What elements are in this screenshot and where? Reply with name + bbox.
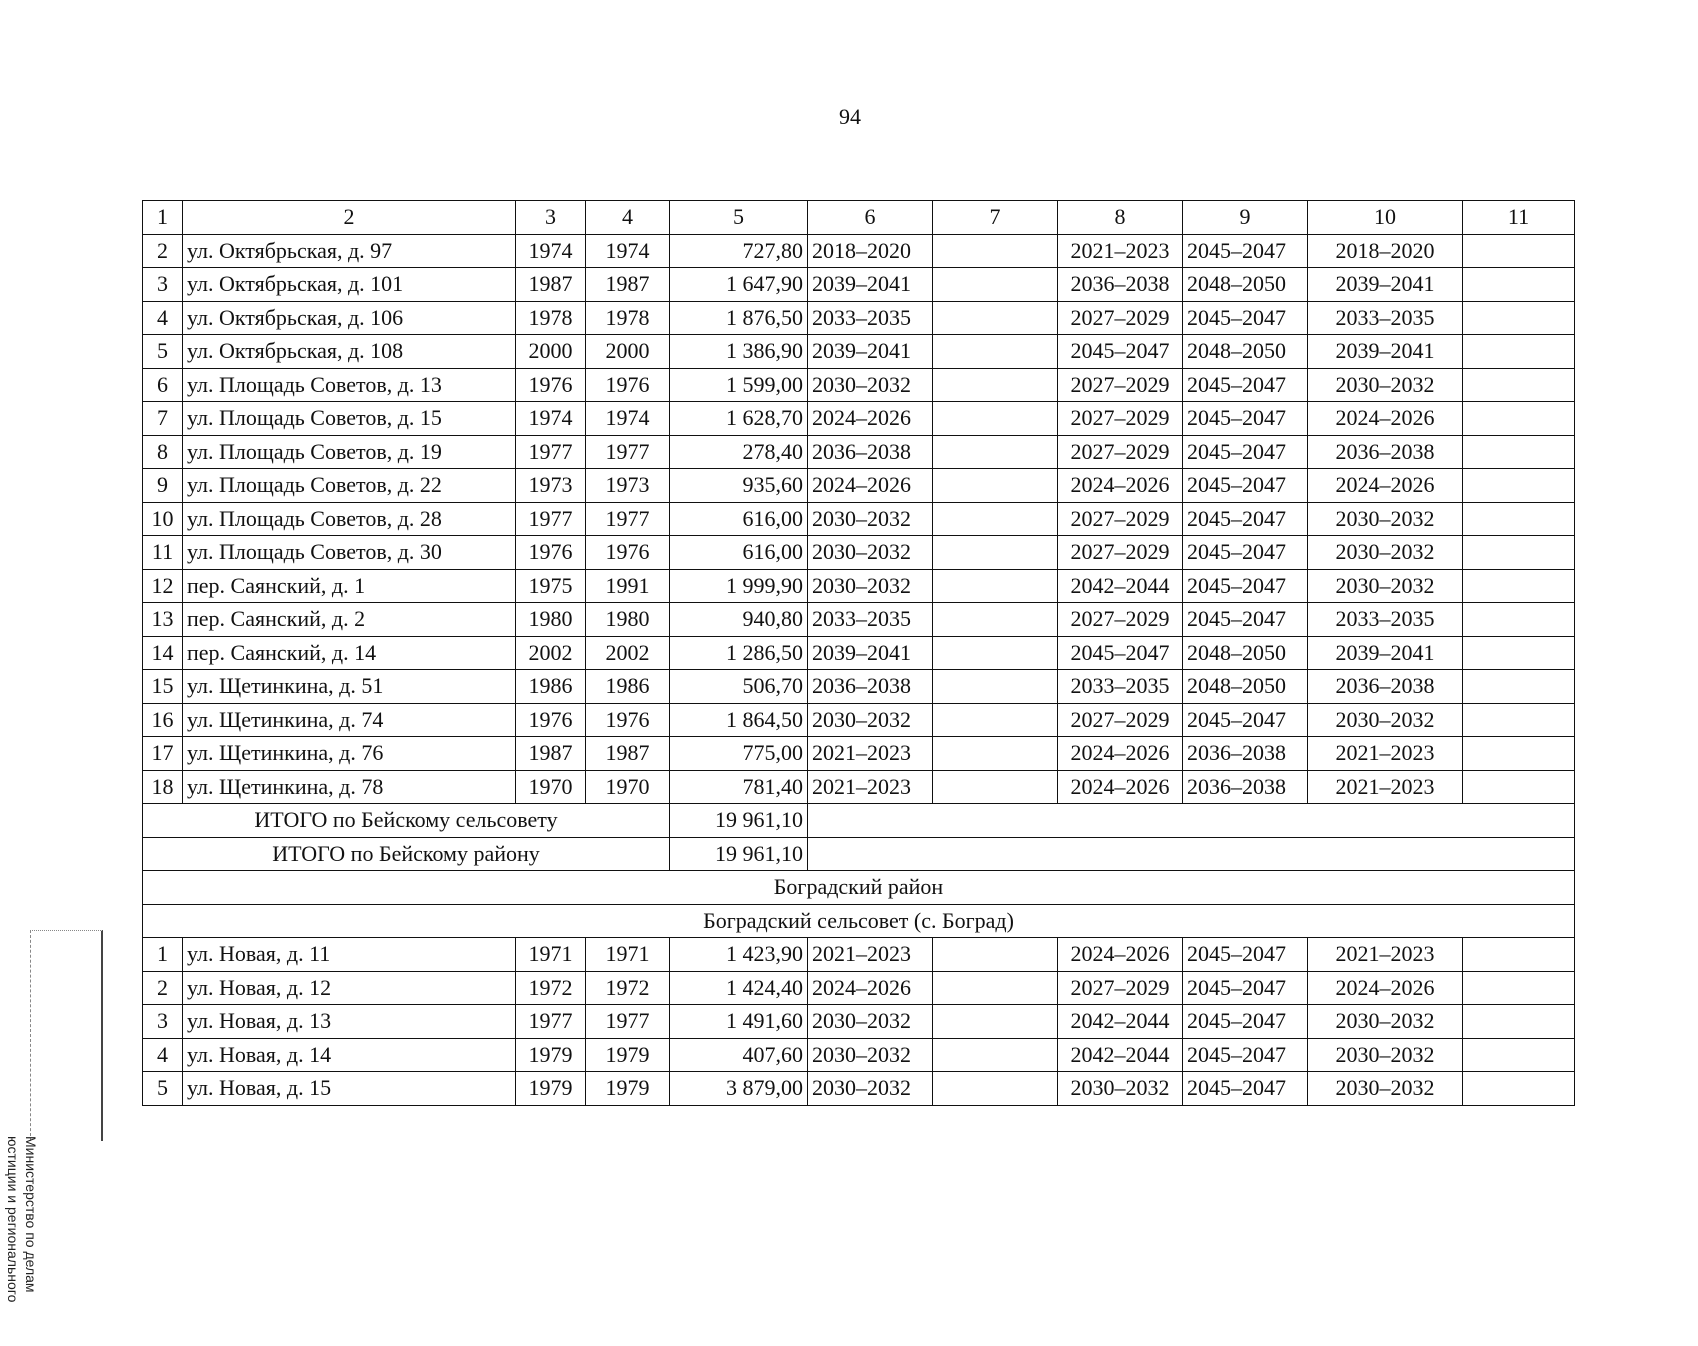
cell-c6: 2036–2038 xyxy=(808,670,933,704)
cell-c7 xyxy=(933,368,1058,402)
cell-c10: 2030–2032 xyxy=(1308,536,1463,570)
total-row xyxy=(143,804,1575,838)
cell-c8: 2042–2044 xyxy=(1058,569,1183,603)
cell-c11 xyxy=(1463,1005,1575,1039)
cell-c6: 2024–2026 xyxy=(808,402,933,436)
cell-c9: 2048–2050 xyxy=(1183,636,1308,670)
page-number: 94 xyxy=(839,104,861,129)
cell-c4: 1974 xyxy=(586,402,670,436)
cell-c9: 2045–2047 xyxy=(1183,938,1308,972)
header-cell: 3 xyxy=(516,201,586,235)
cell-c3: 1978 xyxy=(516,301,586,335)
cell-c3: 1980 xyxy=(516,603,586,637)
cell-c4: 1978 xyxy=(586,301,670,335)
table-row xyxy=(143,268,1575,302)
cell-c8: 2024–2026 xyxy=(1058,469,1183,503)
cell-c8: 2024–2026 xyxy=(1058,770,1183,804)
cell-address: ул. Щетинкина, д. 76 xyxy=(183,737,516,771)
cell-address: ул. Октябрьская, д. 101 xyxy=(183,268,516,302)
cell-c8: 2027–2029 xyxy=(1058,435,1183,469)
cell-c9: 2045–2047 xyxy=(1183,603,1308,637)
cell-number: 9 xyxy=(143,469,183,503)
cell-c6: 2039–2041 xyxy=(808,636,933,670)
cell-c4: 1976 xyxy=(586,703,670,737)
cell-number: 17 xyxy=(143,737,183,771)
cell-c6: 2030–2032 xyxy=(808,569,933,603)
cell-c5: 1 286,50 xyxy=(670,636,808,670)
cell-address: ул. Новая, д. 11 xyxy=(183,938,516,972)
cell-c7 xyxy=(933,1005,1058,1039)
cell-c3: 1976 xyxy=(516,536,586,570)
cell-c4: 2002 xyxy=(586,636,670,670)
cell-c4: 1974 xyxy=(586,234,670,268)
cell-c10: 2021–2023 xyxy=(1308,770,1463,804)
cell-c6: 2024–2026 xyxy=(808,469,933,503)
cell-c10: 2039–2041 xyxy=(1308,268,1463,302)
stamp-line-1: Министерство по делам xyxy=(23,1136,39,1293)
registration-stamp xyxy=(30,930,103,1141)
cell-number: 6 xyxy=(143,368,183,402)
header-cell: 7 xyxy=(933,201,1058,235)
cell-c6: 2024–2026 xyxy=(808,971,933,1005)
table-row xyxy=(143,636,1575,670)
cell-c5: 616,00 xyxy=(670,502,808,536)
cell-address: пер. Саянский, д. 1 xyxy=(183,569,516,603)
cell-number: 1 xyxy=(143,938,183,972)
table-row xyxy=(143,335,1575,369)
cell-c11 xyxy=(1463,301,1575,335)
cell-c11 xyxy=(1463,703,1575,737)
cell-c7 xyxy=(933,335,1058,369)
cell-c10: 2024–2026 xyxy=(1308,469,1463,503)
cell-c5: 1 599,00 xyxy=(670,368,808,402)
cell-c11 xyxy=(1463,368,1575,402)
cell-c5: 935,60 xyxy=(670,469,808,503)
cell-c9: 2045–2047 xyxy=(1183,469,1308,503)
cell-number: 14 xyxy=(143,636,183,670)
cell-c6: 2021–2023 xyxy=(808,938,933,972)
table-row xyxy=(143,402,1575,436)
header-cell: 6 xyxy=(808,201,933,235)
cell-c8: 2033–2035 xyxy=(1058,670,1183,704)
cell-c4: 1979 xyxy=(586,1038,670,1072)
cell-c8: 2045–2047 xyxy=(1058,636,1183,670)
cell-c6: 2030–2032 xyxy=(808,703,933,737)
cell-c6: 2030–2032 xyxy=(808,536,933,570)
cell-c8: 2027–2029 xyxy=(1058,603,1183,637)
cell-number: 5 xyxy=(143,335,183,369)
cell-c9: 2045–2047 xyxy=(1183,502,1308,536)
cell-number: 12 xyxy=(143,569,183,603)
cell-c3: 1972 xyxy=(516,971,586,1005)
cell-c7 xyxy=(933,234,1058,268)
cell-c3: 1987 xyxy=(516,268,586,302)
cell-c11 xyxy=(1463,435,1575,469)
cell-c9: 2045–2047 xyxy=(1183,301,1308,335)
cell-number: 2 xyxy=(143,234,183,268)
cell-c3: 1987 xyxy=(516,737,586,771)
cell-c6: 2033–2035 xyxy=(808,603,933,637)
cell-c9: 2036–2038 xyxy=(1183,737,1308,771)
cell-c11 xyxy=(1463,1072,1575,1106)
cell-number: 11 xyxy=(143,536,183,570)
cell-c11 xyxy=(1463,569,1575,603)
cell-c7 xyxy=(933,670,1058,704)
header-cell: 4 xyxy=(586,201,670,235)
cell-address: ул. Новая, д. 14 xyxy=(183,1038,516,1072)
cell-c8: 2027–2029 xyxy=(1058,402,1183,436)
council-title-row xyxy=(143,904,1575,938)
table-body xyxy=(143,201,1575,1106)
cell-c5: 506,70 xyxy=(670,670,808,704)
table-row xyxy=(143,670,1575,704)
cell-c9: 2048–2050 xyxy=(1183,670,1308,704)
cell-c4: 1980 xyxy=(586,603,670,637)
cell-c11 xyxy=(1463,636,1575,670)
total-label: ИТОГО по Бейскому сельсовету xyxy=(143,804,670,838)
cell-c3: 1974 xyxy=(516,402,586,436)
cell-c8: 2027–2029 xyxy=(1058,368,1183,402)
cell-address: ул. Площадь Советов, д. 22 xyxy=(183,469,516,503)
table-row xyxy=(143,469,1575,503)
cell-c8: 2036–2038 xyxy=(1058,268,1183,302)
cell-c10: 2021–2023 xyxy=(1308,938,1463,972)
cell-c3: 1979 xyxy=(516,1072,586,1106)
cell-c9: 2045–2047 xyxy=(1183,536,1308,570)
cell-number: 7 xyxy=(143,402,183,436)
cell-c6: 2030–2032 xyxy=(808,368,933,402)
cell-c3: 1975 xyxy=(516,569,586,603)
cell-c9: 2048–2050 xyxy=(1183,268,1308,302)
cell-c6: 2030–2032 xyxy=(808,1005,933,1039)
cell-c11 xyxy=(1463,335,1575,369)
total-row xyxy=(143,837,1575,871)
cell-c4: 1971 xyxy=(586,938,670,972)
table-row xyxy=(143,569,1575,603)
cell-number: 8 xyxy=(143,435,183,469)
cell-c9: 2045–2047 xyxy=(1183,435,1308,469)
cell-c8: 2030–2032 xyxy=(1058,1072,1183,1106)
cell-number: 5 xyxy=(143,1072,183,1106)
cell-c10: 2030–2032 xyxy=(1308,569,1463,603)
header-cell: 10 xyxy=(1308,201,1463,235)
cell-number: 2 xyxy=(143,971,183,1005)
cell-c10: 2021–2023 xyxy=(1308,737,1463,771)
cell-c11 xyxy=(1463,234,1575,268)
cell-c4: 1972 xyxy=(586,971,670,1005)
cell-address: ул. Площадь Советов, д. 13 xyxy=(183,368,516,402)
cell-address: ул. Щетинкина, д. 78 xyxy=(183,770,516,804)
table-row xyxy=(143,770,1575,804)
cell-address: ул. Новая, д. 15 xyxy=(183,1072,516,1106)
cell-c3: 1976 xyxy=(516,368,586,402)
cell-c5: 1 386,90 xyxy=(670,335,808,369)
cell-c6: 2021–2023 xyxy=(808,737,933,771)
header-cell: 11 xyxy=(1463,201,1575,235)
cell-c10: 2033–2035 xyxy=(1308,603,1463,637)
cell-number: 4 xyxy=(143,1038,183,1072)
cell-number: 15 xyxy=(143,670,183,704)
cell-c10: 2018–2020 xyxy=(1308,234,1463,268)
table-row xyxy=(143,502,1575,536)
cell-c3: 1970 xyxy=(516,770,586,804)
cell-c11 xyxy=(1463,502,1575,536)
cell-c5: 1 999,90 xyxy=(670,569,808,603)
cell-c5: 1 864,50 xyxy=(670,703,808,737)
cell-number: 3 xyxy=(143,268,183,302)
cell-c8: 2027–2029 xyxy=(1058,301,1183,335)
cell-c6: 2030–2032 xyxy=(808,1038,933,1072)
table-row xyxy=(143,435,1575,469)
header-cell: 2 xyxy=(183,201,516,235)
cell-c7 xyxy=(933,770,1058,804)
cell-c10: 2033–2035 xyxy=(1308,301,1463,335)
cell-c7 xyxy=(933,502,1058,536)
cell-c10: 2024–2026 xyxy=(1308,971,1463,1005)
cell-number: 3 xyxy=(143,1005,183,1039)
cell-c8: 2042–2044 xyxy=(1058,1005,1183,1039)
cell-c7 xyxy=(933,971,1058,1005)
cell-c3: 1974 xyxy=(516,234,586,268)
cell-c9: 2045–2047 xyxy=(1183,234,1308,268)
cell-c5: 1 647,90 xyxy=(670,268,808,302)
cell-c9: 2036–2038 xyxy=(1183,770,1308,804)
cell-c11 xyxy=(1463,938,1575,972)
cell-c5: 278,40 xyxy=(670,435,808,469)
cell-number: 18 xyxy=(143,770,183,804)
cell-c11 xyxy=(1463,603,1575,637)
cell-c11 xyxy=(1463,1038,1575,1072)
cell-c9: 2045–2047 xyxy=(1183,1038,1308,1072)
cell-c6: 2018–2020 xyxy=(808,234,933,268)
cell-c4: 1986 xyxy=(586,670,670,704)
cell-c4: 1987 xyxy=(586,268,670,302)
cell-c7 xyxy=(933,603,1058,637)
cell-c11 xyxy=(1463,670,1575,704)
cell-c5: 727,80 xyxy=(670,234,808,268)
cell-c10: 2030–2032 xyxy=(1308,368,1463,402)
cell-c9: 2048–2050 xyxy=(1183,335,1308,369)
cell-c5: 940,80 xyxy=(670,603,808,637)
cell-c4: 1976 xyxy=(586,536,670,570)
cell-c9: 2045–2047 xyxy=(1183,368,1308,402)
table-row xyxy=(143,971,1575,1005)
header-cell: 8 xyxy=(1058,201,1183,235)
district-title-row xyxy=(143,871,1575,905)
housing-register-table xyxy=(142,200,1575,1106)
cell-c11 xyxy=(1463,971,1575,1005)
cell-c3: 1971 xyxy=(516,938,586,972)
cell-c7 xyxy=(933,301,1058,335)
table-row xyxy=(143,234,1575,268)
cell-c8: 2027–2029 xyxy=(1058,502,1183,536)
cell-c7 xyxy=(933,569,1058,603)
cell-c5: 407,60 xyxy=(670,1038,808,1072)
cell-number: 10 xyxy=(143,502,183,536)
cell-c5: 3 879,00 xyxy=(670,1072,808,1106)
cell-c9: 2045–2047 xyxy=(1183,1005,1308,1039)
table-row xyxy=(143,1072,1575,1106)
cell-c3: 1976 xyxy=(516,703,586,737)
cell-c3: 1986 xyxy=(516,670,586,704)
cell-c5: 781,40 xyxy=(670,770,808,804)
cell-c5: 1 876,50 xyxy=(670,301,808,335)
cell-address: пер. Саянский, д. 2 xyxy=(183,603,516,637)
cell-c5: 1 423,90 xyxy=(670,938,808,972)
cell-c10: 2039–2041 xyxy=(1308,636,1463,670)
cell-c9: 2045–2047 xyxy=(1183,402,1308,436)
cell-c6: 2030–2032 xyxy=(808,502,933,536)
cell-c6: 2021–2023 xyxy=(808,770,933,804)
cell-c8: 2021–2023 xyxy=(1058,234,1183,268)
cell-c10: 2039–2041 xyxy=(1308,335,1463,369)
cell-address: ул. Октябрьская, д. 106 xyxy=(183,301,516,335)
cell-c7 xyxy=(933,737,1058,771)
district-title: Боградский район xyxy=(143,871,1575,905)
header-cell: 5 xyxy=(670,201,808,235)
table-row xyxy=(143,938,1575,972)
cell-c3: 1979 xyxy=(516,1038,586,1072)
cell-address: пер. Саянский, д. 14 xyxy=(183,636,516,670)
table-row xyxy=(143,536,1575,570)
stamp-text xyxy=(4,1136,40,1346)
cell-c6: 2033–2035 xyxy=(808,301,933,335)
cell-address: ул. Новая, д. 12 xyxy=(183,971,516,1005)
cell-number: 4 xyxy=(143,301,183,335)
cell-address: ул. Новая, д. 13 xyxy=(183,1005,516,1039)
table-row xyxy=(143,737,1575,771)
cell-c7 xyxy=(933,1038,1058,1072)
cell-c10: 2030–2032 xyxy=(1308,1038,1463,1072)
cell-c4: 1977 xyxy=(586,502,670,536)
cell-c11 xyxy=(1463,536,1575,570)
header-cell: 9 xyxy=(1183,201,1308,235)
cell-address: ул. Площадь Советов, д. 30 xyxy=(183,536,516,570)
cell-address: ул. Площадь Советов, д. 15 xyxy=(183,402,516,436)
cell-address: ул. Октябрьская, д. 108 xyxy=(183,335,516,369)
cell-number: 13 xyxy=(143,603,183,637)
table-row xyxy=(143,603,1575,637)
cell-c6: 2036–2038 xyxy=(808,435,933,469)
cell-c6: 2039–2041 xyxy=(808,268,933,302)
header-row xyxy=(143,201,1575,235)
cell-c11 xyxy=(1463,737,1575,771)
cell-c11 xyxy=(1463,402,1575,436)
cell-c8: 2027–2029 xyxy=(1058,536,1183,570)
cell-c7 xyxy=(933,636,1058,670)
cell-c4: 1970 xyxy=(586,770,670,804)
stamp-line-2: юстиции и регионального xyxy=(5,1136,21,1303)
cell-c6: 2030–2032 xyxy=(808,1072,933,1106)
table-row xyxy=(143,703,1575,737)
cell-c7 xyxy=(933,1072,1058,1106)
cell-c8: 2027–2029 xyxy=(1058,971,1183,1005)
total-value: 19 961,10 xyxy=(670,804,808,838)
cell-number: 16 xyxy=(143,703,183,737)
cell-c7 xyxy=(933,435,1058,469)
council-title: Боградский сельсовет (с. Боград) xyxy=(143,904,1575,938)
cell-c9: 2045–2047 xyxy=(1183,1072,1308,1106)
cell-c3: 1977 xyxy=(516,502,586,536)
cell-address: ул. Октябрьская, д. 97 xyxy=(183,234,516,268)
table-row xyxy=(143,368,1575,402)
cell-c3: 1973 xyxy=(516,469,586,503)
cell-c7 xyxy=(933,402,1058,436)
total-empty-cell xyxy=(808,837,1575,871)
cell-address: ул. Площадь Советов, д. 28 xyxy=(183,502,516,536)
cell-c8: 2024–2026 xyxy=(1058,737,1183,771)
cell-c8: 2024–2026 xyxy=(1058,938,1183,972)
cell-c3: 2002 xyxy=(516,636,586,670)
total-empty-cell xyxy=(808,804,1575,838)
cell-c9: 2045–2047 xyxy=(1183,569,1308,603)
cell-c4: 1977 xyxy=(586,435,670,469)
cell-c10: 2024–2026 xyxy=(1308,402,1463,436)
cell-c3: 1977 xyxy=(516,1005,586,1039)
cell-c10: 2036–2038 xyxy=(1308,435,1463,469)
cell-c5: 1 491,60 xyxy=(670,1005,808,1039)
cell-c4: 1977 xyxy=(586,1005,670,1039)
table-row xyxy=(143,1005,1575,1039)
cell-c7 xyxy=(933,469,1058,503)
cell-c11 xyxy=(1463,770,1575,804)
cell-c4: 2000 xyxy=(586,335,670,369)
cell-c8: 2042–2044 xyxy=(1058,1038,1183,1072)
cell-c4: 1979 xyxy=(586,1072,670,1106)
total-value: 19 961,10 xyxy=(670,837,808,871)
cell-address: ул. Щетинкина, д. 74 xyxy=(183,703,516,737)
cell-c11 xyxy=(1463,469,1575,503)
cell-c10: 2030–2032 xyxy=(1308,502,1463,536)
cell-c4: 1976 xyxy=(586,368,670,402)
cell-c5: 1 628,70 xyxy=(670,402,808,436)
cell-c4: 1973 xyxy=(586,469,670,503)
cell-c10: 2030–2032 xyxy=(1308,1072,1463,1106)
cell-address: ул. Площадь Советов, д. 19 xyxy=(183,435,516,469)
table-row xyxy=(143,1038,1575,1072)
cell-c8: 2045–2047 xyxy=(1058,335,1183,369)
cell-c7 xyxy=(933,938,1058,972)
cell-c10: 2030–2032 xyxy=(1308,703,1463,737)
cell-c4: 1987 xyxy=(586,737,670,771)
header-cell: 1 xyxy=(143,201,183,235)
table-row xyxy=(143,301,1575,335)
cell-c3: 2000 xyxy=(516,335,586,369)
cell-c7 xyxy=(933,703,1058,737)
cell-c5: 775,00 xyxy=(670,737,808,771)
cell-c5: 1 424,40 xyxy=(670,971,808,1005)
cell-c7 xyxy=(933,268,1058,302)
total-label: ИТОГО по Бейскому району xyxy=(143,837,670,871)
cell-c10: 2036–2038 xyxy=(1308,670,1463,704)
cell-c7 xyxy=(933,536,1058,570)
cell-c4: 1991 xyxy=(586,569,670,603)
cell-c3: 1977 xyxy=(516,435,586,469)
cell-c10: 2030–2032 xyxy=(1308,1005,1463,1039)
cell-c9: 2045–2047 xyxy=(1183,703,1308,737)
cell-c6: 2039–2041 xyxy=(808,335,933,369)
cell-c8: 2027–2029 xyxy=(1058,703,1183,737)
cell-c9: 2045–2047 xyxy=(1183,971,1308,1005)
cell-address: ул. Щетинкина, д. 51 xyxy=(183,670,516,704)
cell-c11 xyxy=(1463,268,1575,302)
cell-c5: 616,00 xyxy=(670,536,808,570)
